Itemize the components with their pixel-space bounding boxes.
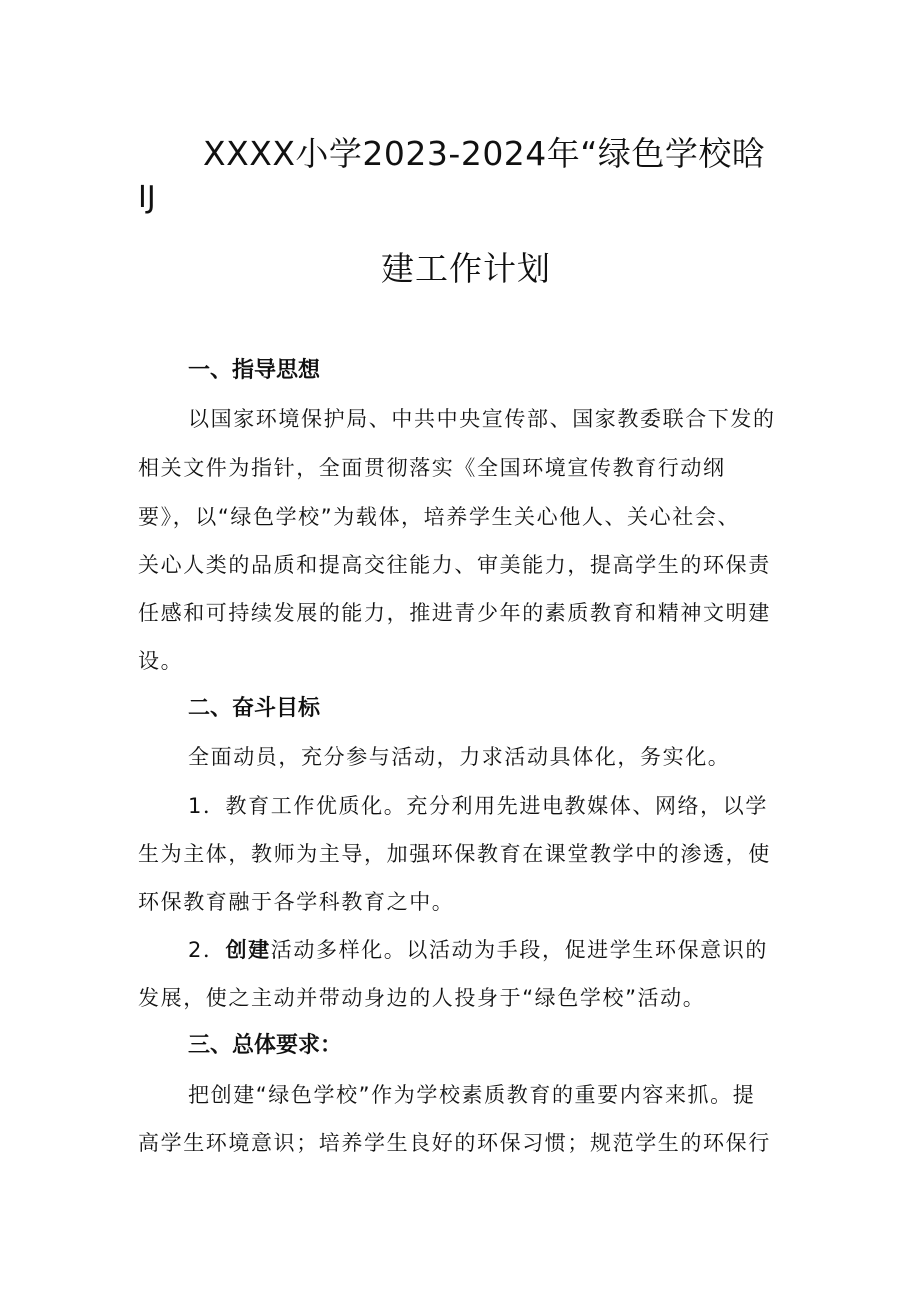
- paragraph-line: 要》，以“绿色学校”为载体，培养学生关心他人、关心社会、: [138, 505, 741, 529]
- section-heading-goals: 二、奋斗目标: [188, 696, 321, 721]
- document-title-line2: 建工作计划: [381, 249, 551, 288]
- list-item-line: 1．教育工作优质化。充分利用先进电教媒体、网络，以学: [188, 794, 768, 818]
- list-item-line: 环保教育融于各学科教育之中。: [138, 890, 455, 914]
- list-item-line: 生为主体，教师为主导，加强环保教育在课堂教学中的渗透，使: [138, 842, 771, 866]
- list-item-text: 活动多样化。以活动为手段，促进学生环保意识的: [270, 938, 768, 962]
- emphasis-text: 创建: [225, 938, 271, 962]
- document-title-line1: XXXX小学2023-2024年“绿色学校晗: [203, 134, 766, 173]
- list-item-line: 发展，使之主动并带动身边的人投身于“绿色学校”活动。: [138, 986, 706, 1010]
- section-heading-requirements: 三、总体要求：: [188, 1033, 343, 1058]
- paragraph-line: 高学生环境意识；培养学生良好的环保习惯；规范学生的环保行: [138, 1131, 771, 1155]
- paragraph-line: 以国家环境保护局、中共中央宣传部、国家教委联合下发的: [188, 407, 776, 431]
- paragraph-line: 关心人类的品质和提高交往能力、审美能力，提高学生的环保责: [138, 553, 771, 577]
- paragraph-line: 全面动员，充分参与活动，力求活动具体化，务实化。: [188, 745, 731, 769]
- paragraph-line: 任感和可持续发展的能力，推进青少年的素质教育和精神文明建: [138, 601, 771, 625]
- list-item-line: [188, 935, 768, 965]
- section-heading-guiding: 一、指导思想: [188, 358, 321, 383]
- paragraph-line: 相关文件为指针，全面贯彻落实《全国环境宣传教育行动纲: [138, 456, 726, 480]
- paragraph-line: 把创建“绿色学校”作为学校素质教育的重要内容来抓。提: [188, 1083, 756, 1107]
- paragraph-line: 设。: [138, 649, 184, 673]
- list-item-number: 2．: [188, 938, 226, 962]
- document-title-wrap: IJ: [138, 180, 156, 215]
